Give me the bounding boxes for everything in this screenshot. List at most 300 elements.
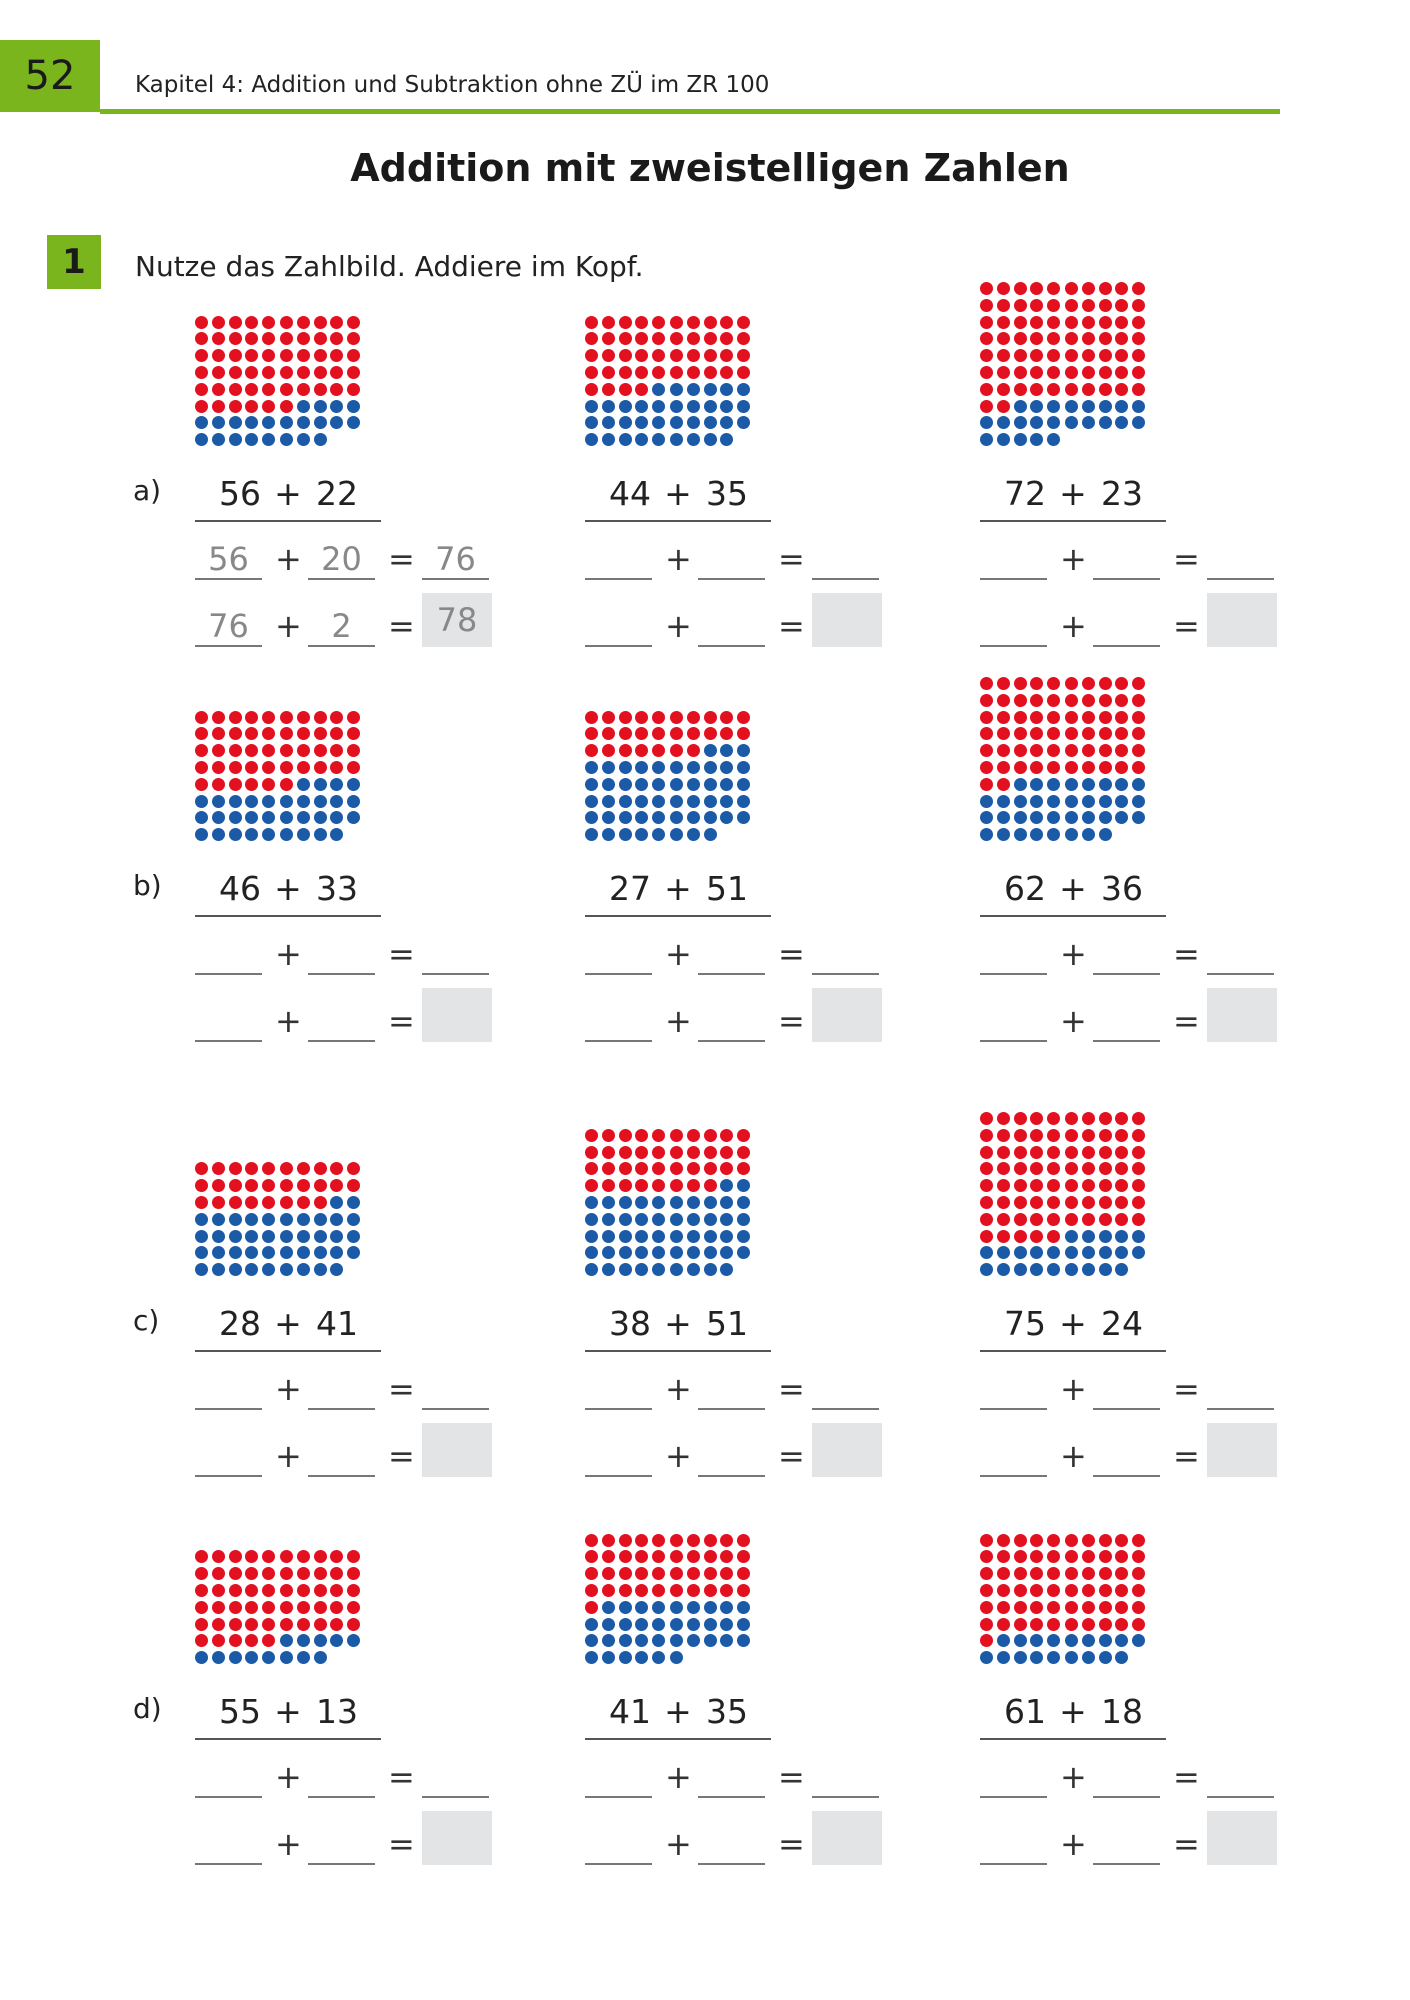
counter-dot [229,811,242,824]
counter-dot [1115,1651,1128,1664]
counter-dot [330,1246,343,1259]
answer-box[interactable] [1207,988,1277,1042]
counter-dot [314,1263,327,1276]
plus-sign: + [1059,1692,1087,1731]
counter-dot [704,416,717,429]
counter-dot [330,711,343,724]
counter-dot [347,727,360,740]
blank-intermediate-result[interactable] [1207,538,1274,580]
blank-addend-a[interactable] [980,605,1047,647]
counter-dot [720,727,733,740]
counter-dot [997,1534,1010,1547]
blank-addend-a[interactable]: 76 [195,605,262,647]
counter-dot [602,795,615,808]
counter-dot [1014,416,1027,429]
blank-addend-a[interactable] [585,1368,652,1410]
counter-dot [1132,1213,1145,1226]
counter-dot [1115,1146,1128,1159]
blank-intermediate-result[interactable] [422,1756,489,1798]
counter-dot [652,811,665,824]
counter-dot [619,416,632,429]
answer-box[interactable] [422,1423,492,1477]
counter-dot [262,778,275,791]
blank-addend-b[interactable] [698,933,765,975]
blank-addend-a[interactable] [585,1000,652,1042]
counter-dot [1132,795,1145,808]
counter-dot [1047,416,1060,429]
addend-a: 38 [609,1304,651,1343]
counter-dot [980,1146,993,1159]
counter-dot [1014,1601,1027,1614]
counter-dot [602,366,615,379]
counter-dot [1014,694,1027,707]
counter-dot [619,1230,632,1243]
blank-addend-a[interactable] [980,1368,1047,1410]
answer-box[interactable] [812,988,882,1042]
counter-dot [262,1230,275,1243]
counter-dot [1099,1263,1112,1276]
counter-dot [1132,316,1145,329]
blank-addend-a[interactable] [585,933,652,975]
counter-dot [687,1246,700,1259]
blank-addend-b[interactable] [698,1000,765,1042]
counter-dot [704,1567,717,1580]
answer-box[interactable] [422,1811,492,1865]
step-line-1 [980,532,1280,582]
counter-dot [997,1213,1010,1226]
answer-box[interactable] [422,593,492,647]
blank-intermediate-result[interactable] [422,1368,489,1410]
counter-dot [1082,828,1095,841]
counter-dot [980,811,993,824]
counter-dot [314,727,327,740]
equals-sign: = [1173,1437,1200,1475]
counter-dot [1065,1112,1078,1125]
counter-dot [687,1634,700,1647]
counter-dot [314,1196,327,1209]
plus-sign: + [665,1758,692,1796]
counter-dot [980,1651,993,1664]
counter-dot [635,316,648,329]
equals-sign: = [388,540,415,578]
counter-dot [737,744,750,757]
counter-dot [245,1550,258,1563]
blank-addend-b[interactable] [698,1368,765,1410]
counter-dot [297,828,310,841]
addend-a: 72 [1004,474,1046,513]
addition-problem [195,865,381,917]
counter-dot [635,1230,648,1243]
counter-dot [330,349,343,362]
counter-dot [1014,711,1027,724]
counter-dot [1014,727,1027,740]
counter-dot [602,711,615,724]
counter-dot [602,744,615,757]
counter-dot [1030,316,1043,329]
counter-dot [280,1263,293,1276]
counter-dot [212,811,225,824]
blank-intermediate-result[interactable] [422,933,489,975]
counter-dot [670,727,683,740]
counter-dot [997,1651,1010,1664]
counter-dot [1082,1651,1095,1664]
counter-dot [619,1246,632,1259]
counter-dot [212,433,225,446]
counter-dot [652,1534,665,1547]
blank-addend-b[interactable] [308,1368,375,1410]
counter-dot [980,1601,993,1614]
blank-addend-b[interactable] [698,1756,765,1798]
answer-box[interactable] [812,593,882,647]
blank-addend-a[interactable]: 56 [195,538,262,580]
counter-dot [997,1146,1010,1159]
counter-dot [980,1263,993,1276]
step-line-2 [980,1429,1280,1479]
counter-dot [1030,1634,1043,1647]
counter-dot [687,1534,700,1547]
blank-addend-a[interactable] [195,1756,262,1798]
counter-dot [652,778,665,791]
step-line-2 [195,1817,495,1867]
blank-addend-b[interactable] [1093,1823,1160,1865]
blank-addend-a[interactable] [980,1435,1047,1477]
counter-dot [1065,400,1078,413]
counter-dot [652,1601,665,1614]
counter-dot [212,1246,225,1259]
counter-dot [997,1634,1010,1647]
counter-dot [1030,677,1043,690]
counter-dot [1014,1263,1027,1276]
counter-dot [330,316,343,329]
counter-dot [635,1550,648,1563]
counter-dot [687,1196,700,1209]
counter-dot [212,1162,225,1175]
blank-addend-b[interactable] [698,1823,765,1865]
counter-dot [314,1584,327,1597]
counter-dot [737,1129,750,1142]
counter-dot [262,811,275,824]
counter-dot [1047,1534,1060,1547]
counter-dot [1030,811,1043,824]
blank-addend-b[interactable] [1093,1756,1160,1798]
counter-dot [1065,1230,1078,1243]
counter-dot [687,778,700,791]
plus-sign: + [1059,1304,1087,1343]
blank-addend-b[interactable] [1093,1435,1160,1477]
counter-dot [262,332,275,345]
counter-dot [1115,366,1128,379]
counter-dot [245,1601,258,1614]
counter-dot [704,744,717,757]
blank-addend-b[interactable] [308,933,375,975]
counter-dot [1014,1584,1027,1597]
counter-dot [720,1246,733,1259]
counter-dot [1030,1567,1043,1580]
counter-dot [1099,1146,1112,1159]
counter-dot [585,1567,598,1580]
counter-dot [670,795,683,808]
counter-dot [1047,1601,1060,1614]
answer-box[interactable] [1207,1811,1277,1865]
counter-dot [980,694,993,707]
counter-dot [229,1601,242,1614]
counter-dot [737,1230,750,1243]
counter-dot [737,1179,750,1192]
counter-dot [997,761,1010,774]
counter-dot [1099,1246,1112,1259]
counter-dot [330,778,343,791]
counter-dot [704,433,717,446]
counter-dot [262,761,275,774]
counter-dot [314,744,327,757]
counter-dot [330,744,343,757]
counter-dot [635,1162,648,1175]
blank-addend-b[interactable] [308,1000,375,1042]
blank-addend-b[interactable] [1093,1000,1160,1042]
counter-dot [585,1634,598,1647]
counter-dot [670,811,683,824]
counter-dot [602,332,615,345]
counter-dot [1047,1196,1060,1209]
counter-dot [297,416,310,429]
counter-dot [602,1196,615,1209]
counter-dot [314,332,327,345]
counter-dot [619,1634,632,1647]
counter-dot [720,1213,733,1226]
blank-addend-a[interactable] [195,1823,262,1865]
counter-dot [687,811,700,824]
counter-dot [280,1213,293,1226]
plus-sign: + [1060,607,1087,645]
counter-dot [737,1213,750,1226]
counter-dot [704,1534,717,1547]
counter-dot [1082,332,1095,345]
counter-dot [1014,1196,1027,1209]
counter-dot [229,778,242,791]
counter-dot [1115,299,1128,312]
blank-addend-a[interactable] [980,1756,1047,1798]
counter-dot [1047,1634,1060,1647]
counter-dot [720,811,733,824]
counter-dot [1065,1567,1078,1580]
blank-intermediate-result[interactable] [812,538,879,580]
counter-dot [1047,1618,1060,1631]
counter-dot [212,1584,225,1597]
blank-addend-b[interactable] [698,538,765,580]
counter-dot [1132,1246,1145,1259]
blank-addend-a[interactable] [195,1435,262,1477]
counter-dot [1065,727,1078,740]
blank-addend-a[interactable] [195,1368,262,1410]
counter-dot [195,1213,208,1226]
counter-dot [229,416,242,429]
counter-dot [670,761,683,774]
counter-dot [585,1550,598,1563]
blank-addend-b[interactable]: 20 [308,538,375,580]
equals-sign: = [388,1002,415,1040]
counter-dot [585,727,598,740]
blank-addend-a[interactable] [195,933,262,975]
blank-addend-b[interactable] [308,1823,375,1865]
counter-dot [704,1129,717,1142]
counter-dot [330,1634,343,1647]
counter-dot [297,778,310,791]
counter-dot [195,416,208,429]
counter-dot [297,1634,310,1647]
counter-dot [229,1246,242,1259]
counter-dot [635,332,648,345]
step-line-2 [195,1429,495,1479]
counter-dot [720,795,733,808]
counter-dot [280,711,293,724]
counter-dot [737,761,750,774]
counter-dot [1082,1179,1095,1192]
counter-dot [1099,282,1112,295]
counter-dot [229,400,242,413]
plus-sign: + [275,1002,302,1040]
counter-dot [997,828,1010,841]
counter-dot [585,1618,598,1631]
counter-dot [720,433,733,446]
counter-dot [297,795,310,808]
counter-dot [1115,727,1128,740]
addition-problem [195,470,381,522]
counter-dot [262,1601,275,1614]
counter-dot [1132,383,1145,396]
blank-intermediate-result[interactable] [812,1368,879,1410]
counter-dot [652,1618,665,1631]
counter-dot [1030,1213,1043,1226]
counter-dot [997,1230,1010,1243]
plus-sign: + [274,869,302,908]
blank-intermediate-result[interactable] [1207,1368,1274,1410]
blank-addend-a[interactable] [585,1823,652,1865]
counter-dot [704,1230,717,1243]
counter-dot [297,1246,310,1259]
counter-dot [585,711,598,724]
plus-sign: + [274,474,302,513]
blank-intermediate-result[interactable] [812,933,879,975]
counter-dot [245,1213,258,1226]
plus-sign: + [275,935,302,973]
blank-addend-a[interactable] [980,933,1047,975]
blank-addend-a[interactable] [585,1435,652,1477]
counter-dot [1099,677,1112,690]
answer-value: 78 [436,601,478,639]
blank-intermediate-result[interactable] [1207,933,1274,975]
counter-dot [720,761,733,774]
counter-dot [212,711,225,724]
counter-dot [1047,1179,1060,1192]
blank-addend-a[interactable] [585,605,652,647]
counter-dot [1065,1179,1078,1192]
counter-dot [1047,1146,1060,1159]
counter-dot [330,1213,343,1226]
counter-dot [1132,1550,1145,1563]
blank-addend-a[interactable] [980,1823,1047,1865]
blank-addend-a[interactable] [585,1756,652,1798]
counter-dot [1082,349,1095,362]
counter-dot [980,1567,993,1580]
blank-addend-b[interactable] [1093,538,1160,580]
counter-dot [1099,1618,1112,1631]
blank-addend-b[interactable] [308,1756,375,1798]
answer-box[interactable] [812,1423,882,1477]
blank-addend-b[interactable] [698,605,765,647]
counter-dot [997,299,1010,312]
counter-dot [737,1534,750,1547]
plus-sign: + [665,1825,692,1863]
answer-box[interactable] [1207,1423,1277,1477]
counter-dot [212,778,225,791]
counter-dot [1115,1567,1128,1580]
blank-addend-b[interactable]: 2 [308,605,375,647]
blank-addend-a[interactable] [585,538,652,580]
blank-addend-b[interactable] [1093,933,1160,975]
counter-dot [1030,349,1043,362]
counter-dot [347,1550,360,1563]
counter-dot [704,1213,717,1226]
counter-dot [585,778,598,791]
counter-dot [1047,1129,1060,1142]
counter-dot [195,383,208,396]
blank-addend-b[interactable] [1093,605,1160,647]
step-line-2 [585,994,885,1044]
answer-box[interactable] [422,988,492,1042]
blank-addend-a[interactable] [980,1000,1047,1042]
answer-box[interactable] [812,1811,882,1865]
plus-sign: + [664,869,692,908]
answer-box[interactable] [1207,593,1277,647]
blank-addend-a[interactable] [980,538,1047,580]
counter-dot [585,1146,598,1159]
counter-dot [1099,795,1112,808]
counter-dot [1047,1584,1060,1597]
number-picture [980,320,1180,470]
counter-dot [1132,1584,1145,1597]
counter-dot [1082,1601,1095,1614]
counter-dot [652,828,665,841]
counter-dot [229,316,242,329]
counter-dot [687,1601,700,1614]
blank-addend-b[interactable] [1093,1368,1160,1410]
blank-intermediate-result[interactable]: 76 [422,538,489,580]
blank-intermediate-result[interactable] [812,1756,879,1798]
blank-intermediate-result[interactable] [1207,1756,1274,1798]
counter-dot [1132,366,1145,379]
counter-dot [670,1246,683,1259]
counter-dot [687,1179,700,1192]
counter-dot [635,778,648,791]
counter-dot [1115,349,1128,362]
counter-dot [980,1534,993,1547]
counter-dot [635,416,648,429]
counter-dot [1047,433,1060,446]
counter-dot [704,1584,717,1597]
counter-dot [997,711,1010,724]
blank-addend-b[interactable] [308,1435,375,1477]
number-picture [585,715,785,865]
step-line-1 [585,1362,885,1412]
counter-dot [720,1550,733,1563]
counter-dot [1099,744,1112,757]
addition-problem [195,1300,381,1352]
blank-addend-b[interactable] [698,1435,765,1477]
counter-dot [720,1129,733,1142]
counter-dot [585,1213,598,1226]
blank-addend-a[interactable] [195,1000,262,1042]
counter-dot [195,1246,208,1259]
